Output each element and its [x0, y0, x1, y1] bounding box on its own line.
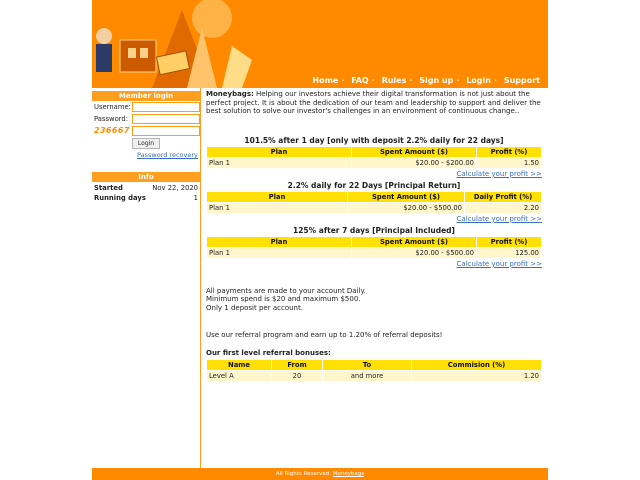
table-row — [207, 202, 542, 213]
profit-cell: 125.00 — [477, 247, 542, 258]
nav-separator: · — [456, 76, 460, 85]
column-header: Name — [207, 359, 272, 370]
column-header: Plan — [207, 191, 348, 202]
plan-name-cell: Plan 1 — [207, 157, 352, 168]
amount-cell: $20.00 - $500.00 — [348, 202, 465, 213]
payment-notes — [206, 287, 542, 313]
plan-name-cell: Plan 1 — [207, 247, 352, 258]
table-header-row — [207, 191, 542, 202]
nav-rules-link[interactable]: Rules — [381, 76, 407, 85]
captcha-row — [92, 125, 200, 137]
nav-separator: · — [409, 76, 413, 85]
started-value: Nov 22, 2020 — [152, 184, 198, 192]
member-login-heading: Member login — [92, 91, 200, 101]
sidebar — [92, 88, 201, 468]
site-header — [92, 0, 548, 88]
login-button[interactable]: Login — [132, 138, 160, 149]
table-header-row — [207, 236, 542, 247]
intro-paragraph — [206, 90, 542, 116]
captcha-image: 236667 — [94, 126, 130, 135]
plan-title: 125% after 7 days [Principal Included] — [293, 225, 455, 235]
table-row — [207, 157, 542, 168]
plan-table — [206, 236, 542, 259]
plan-block-1 — [206, 136, 542, 179]
calculate-profit-link[interactable]: Calculate your profit >> — [456, 169, 542, 178]
table-row — [207, 247, 542, 258]
nav-separator: · — [493, 76, 498, 85]
plan-title: 2.2% daily for 22 Days [Principal Return] — [287, 180, 461, 190]
column-header: Profit (%) — [477, 146, 542, 157]
table-row — [207, 370, 542, 381]
password-field[interactable] — [132, 114, 200, 124]
referral-table — [206, 359, 542, 382]
info-heading: Info — [92, 172, 200, 182]
column-header: Spent Amount ($) — [352, 236, 477, 247]
nav-home-link[interactable]: Home — [312, 76, 339, 85]
nav-separator: · — [341, 76, 345, 85]
nav-login-link[interactable]: Login — [466, 76, 491, 85]
site-footer — [92, 468, 548, 480]
page-wrapper — [92, 0, 548, 480]
header-logo-artwork-icon — [92, 0, 252, 88]
password-recovery-link[interactable]: Password recovery — [137, 151, 198, 159]
calculate-profit-link[interactable]: Calculate your profit >> — [456, 214, 542, 223]
plan-block-2 — [206, 181, 542, 224]
column-header: Plan — [207, 146, 352, 157]
top-navigation — [308, 76, 540, 86]
column-header: Daily Profit (%) — [465, 191, 542, 202]
plan-title: 101.5% after 1 day [only with deposit 2.2% daily for 22 days] — [244, 135, 504, 145]
table-header-row — [207, 146, 542, 157]
column-header: Spent Amount ($) — [352, 146, 477, 157]
nav-separator: · — [371, 76, 375, 85]
calculate-profit-link[interactable]: Calculate your profit >> — [456, 259, 542, 268]
column-header: Plan — [207, 236, 352, 247]
referral-bonus-title: Our first level referral bonuses: — [206, 348, 331, 357]
column-header: To — [323, 359, 412, 370]
username-field[interactable] — [132, 102, 200, 112]
password-row — [92, 113, 200, 125]
nav-support-link[interactable]: Support — [503, 76, 540, 85]
password-label: Password: — [94, 115, 129, 123]
running-days-row — [94, 194, 198, 202]
profit-cell: 2.20 — [465, 202, 542, 213]
column-header: From — [272, 359, 323, 370]
table-header-row — [207, 359, 542, 370]
username-row — [92, 101, 200, 113]
nav-signup-link[interactable]: Sign up — [419, 76, 454, 85]
note-line: All payments are made to your account Daily. — [206, 286, 366, 295]
intro-brand: Moneybags: — [206, 90, 254, 98]
running-days-value: 1 — [193, 194, 198, 202]
profit-cell: 1.50 — [477, 157, 542, 168]
commission-cell: 1.20 — [412, 370, 542, 381]
footer-brand-link[interactable]: Moneybags — [332, 471, 365, 477]
plan-block-3 — [206, 226, 542, 269]
referral-note: Use our referral program and earn up to 1.20% of referral deposits! — [206, 330, 443, 339]
footer-text: All Rights Reserved. — [275, 471, 331, 477]
column-header: Commision (%) — [412, 359, 542, 370]
captcha-field[interactable] — [132, 126, 200, 136]
plan-name-cell: Plan 1 — [207, 202, 348, 213]
level-name-cell: Level A — [207, 370, 272, 381]
to-cell: and more — [323, 370, 412, 381]
username-label: Username: — [94, 103, 131, 111]
note-line: Minimum spend is $20 and maximum $500. — [206, 295, 361, 304]
main-content — [206, 90, 542, 468]
started-label: Started — [94, 184, 123, 192]
plan-table — [206, 146, 542, 169]
running-days-label: Running days — [94, 194, 146, 202]
column-header: Spent Amount ($) — [348, 191, 465, 202]
nav-faq-link[interactable]: FAQ — [351, 76, 369, 85]
note-line: Only 1 deposit per account. — [206, 303, 303, 312]
amount-cell: $20.00 - $200.00 — [352, 157, 477, 168]
amount-cell: $20.00 - $500.00 — [352, 247, 477, 258]
column-header: Profit (%) — [477, 236, 542, 247]
intro-text: Helping our investors achieve their digital transformation is not just about the perfect project. It is about the dedication of our team and leadership to support and deliver the best solution to solve our investor's challenges in an environment of continuous change.. — [206, 90, 541, 116]
plan-table — [206, 191, 542, 214]
from-cell: 20 — [272, 370, 323, 381]
started-row — [94, 184, 198, 192]
